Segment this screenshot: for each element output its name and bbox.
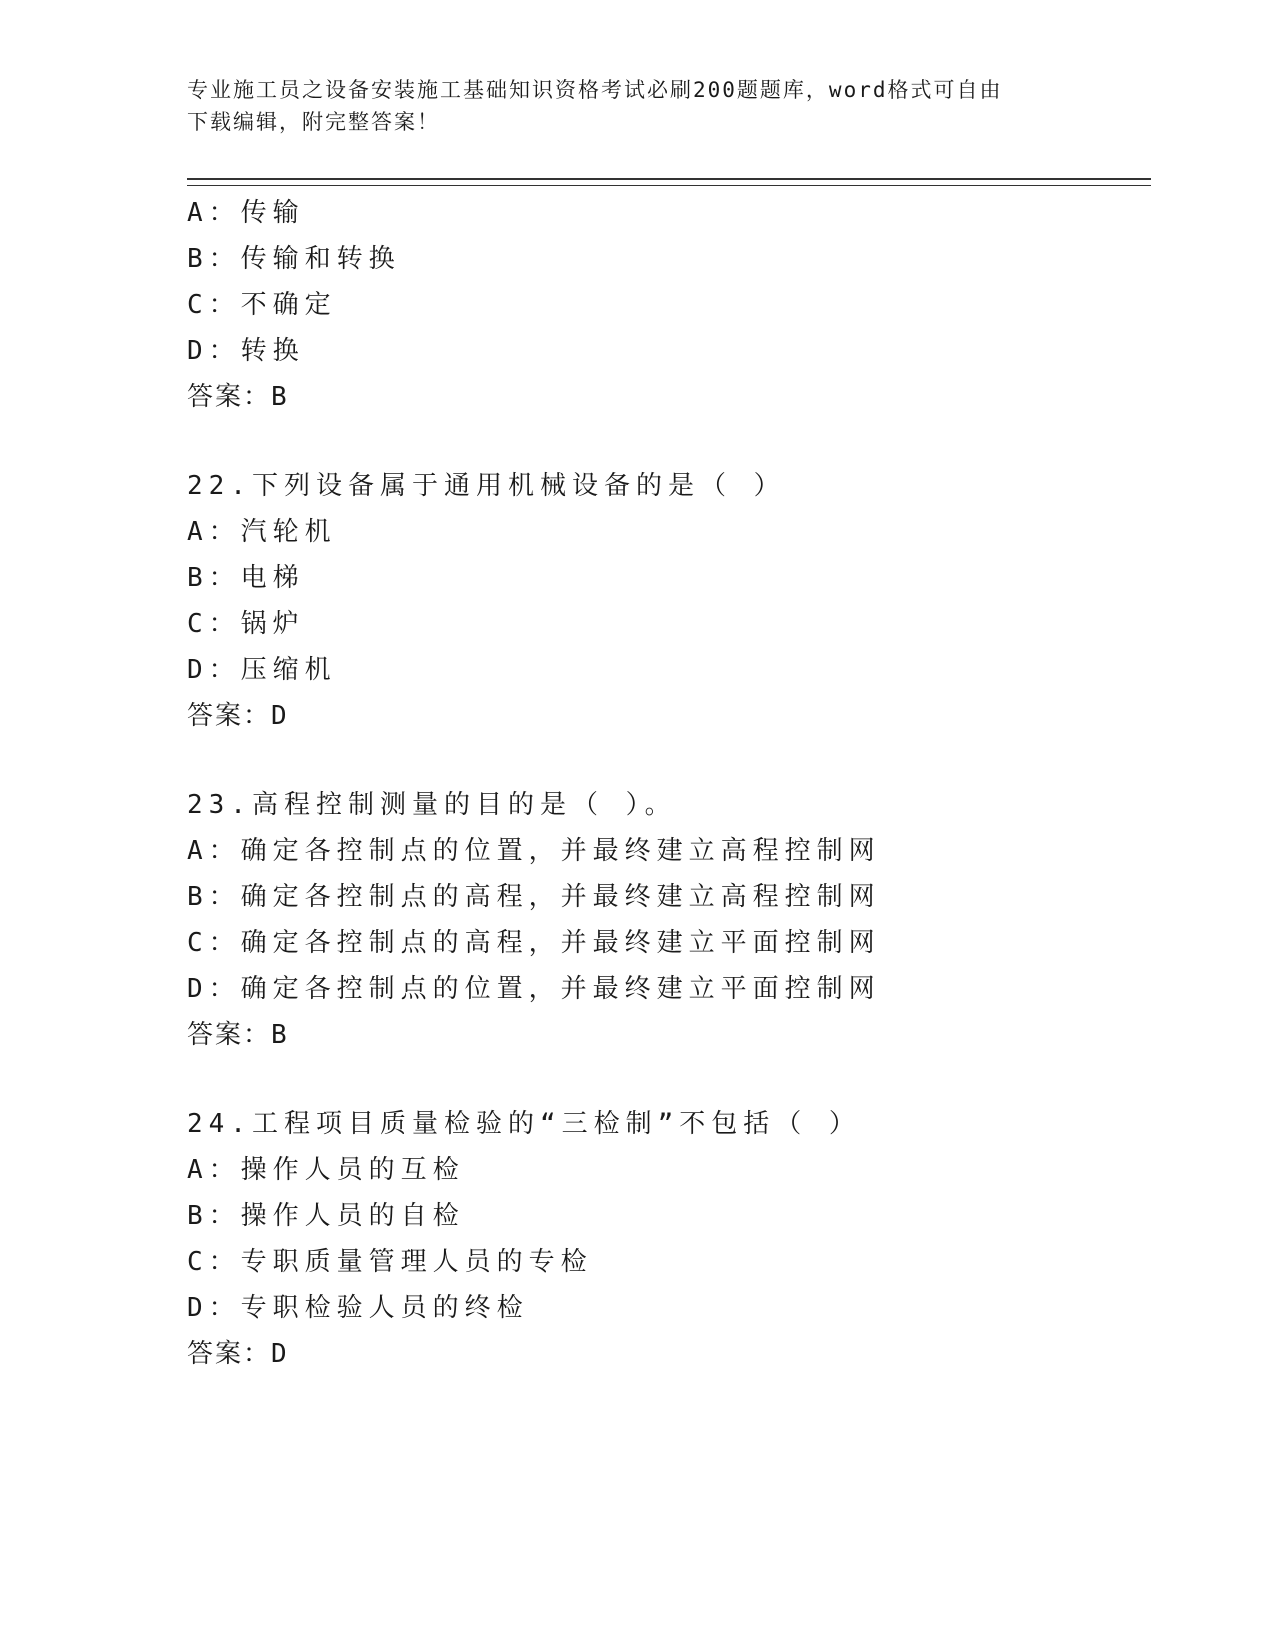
option-d: D：专职检验人员的终检 [187,1293,529,1323]
option-a: A：操作人员的互检 [187,1155,465,1185]
question-text: 24.工程项目质量检验的“三检制”不包括（ ） [187,1109,861,1139]
option-c: C：不确定 [187,290,337,320]
answer: 答案：D [187,701,289,731]
option-c: C：锅炉 [187,609,305,639]
option-c: C：专职质量管理人员的专检 [187,1247,593,1277]
option-a: A：传输 [187,198,305,228]
question-22 [187,463,1147,739]
question-21 [187,190,1147,420]
document-header [187,74,1087,138]
question-text: 22.下列设备属于通用机械设备的是（ ） [187,471,786,501]
answer: 答案：B [187,1020,289,1050]
option-b: B：电梯 [187,563,305,593]
option-c: C：确定各控制点的高程，并最终建立平面控制网 [187,928,881,958]
spacer [187,420,1147,463]
header-line-1: 专业施工员之设备安装施工基础知识资格考试必刷200题题库，word格式可自由 [187,78,1003,102]
spacer [187,1058,1147,1101]
header-divider [187,178,1151,186]
option-d: D：确定各控制点的位置，并最终建立平面控制网 [187,974,881,1004]
answer: 答案：D [187,1339,289,1369]
header-line-2: 下载编辑，附完整答案！ [187,110,440,134]
question-text: 23.高程控制测量的目的是（ ）。 [187,790,677,820]
question-23 [187,782,1147,1058]
question-list [187,190,1147,1377]
option-b: B：传输和转换 [187,244,401,274]
option-a: A：汽轮机 [187,517,337,547]
option-b: B：操作人员的自检 [187,1201,465,1231]
spacer [187,739,1147,782]
question-24 [187,1101,1147,1377]
option-d: D：压缩机 [187,655,337,685]
option-d: D：转换 [187,336,305,366]
answer: 答案：B [187,382,289,412]
option-b: B：确定各控制点的高程，并最终建立高程控制网 [187,882,881,912]
option-a: A：确定各控制点的位置，并最终建立高程控制网 [187,836,881,866]
